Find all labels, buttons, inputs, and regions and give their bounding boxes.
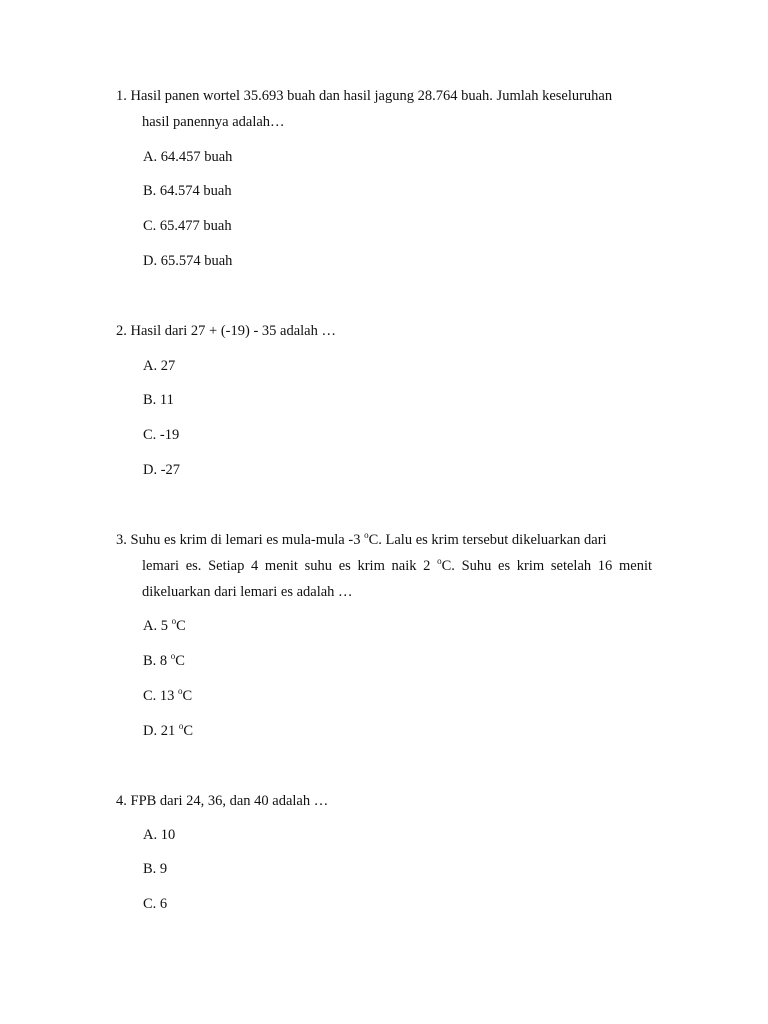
question-4-option-b: B. 9 [143,861,168,877]
option-prefix: B. 8 [143,653,171,669]
question-1-option-a: A. 64.457 buah [143,149,233,165]
question-3-option-d [143,722,193,740]
question-3-line-2-part-a: lemari es. Setiap 4 menit suhu es krim naik 2 [142,558,438,574]
question-2-option-c: C. -19 [143,427,180,443]
question-4-option-c: C. 6 [143,896,168,912]
option-unit: C [183,723,194,739]
option-unit: C [182,688,193,704]
option-unit: C [175,653,185,669]
question-3-line-2-part-b: C. Suhu es krim setelah 16 menit [441,558,653,574]
question-1-text-line-2: hasil panennya adalah… [142,114,285,130]
question-4-option-a: A. 10 [143,827,176,843]
option-prefix: C. 13 [143,688,179,704]
question-1-option-b: B. 64.574 buah [143,183,232,199]
question-3-line-1-part-b: C. Lalu es krim tersebut dikeluarkan dari [368,532,607,548]
question-3-text-line-2 [142,557,652,575]
degree-superscript: o [437,556,442,567]
question-1-text-line-1: 1. Hasil panen wortel 35.693 buah dan hasil jagung 28.764 buah. Jumlah keseluruhan [116,88,613,104]
option-prefix: D. 21 [143,723,179,739]
question-1-option-d: D. 65.574 buah [143,253,233,269]
question-3-line-1-part-a: 3. Suhu es krim di lemari es mula-mula -3 [116,532,365,548]
question-2-option-d: D. -27 [143,462,181,478]
degree-superscript: o [178,721,184,732]
question-3-option-a [143,617,186,635]
option-unit: C [176,618,186,634]
question-1-option-c: C. 65.477 buah [143,218,232,234]
question-3-option-c [143,687,192,705]
question-3-text-line-1 [116,531,607,549]
question-2-option-b: B. 11 [143,392,174,408]
question-4-text: 4. FPB dari 24, 36, dan 40 adalah … [116,793,329,809]
degree-superscript: o [171,616,177,627]
question-2-text: 2. Hasil dari 27 + (-19) - 35 adalah … [116,323,336,339]
option-prefix: A. 5 [143,618,172,634]
degree-superscript: o [170,651,176,662]
question-3-text-line-3: dikeluarkan dari lemari es adalah … [142,584,353,600]
question-2-option-a: A. 27 [143,358,176,374]
question-3-option-b [143,652,185,670]
degree-superscript: o [364,530,369,541]
degree-superscript: o [178,686,183,697]
